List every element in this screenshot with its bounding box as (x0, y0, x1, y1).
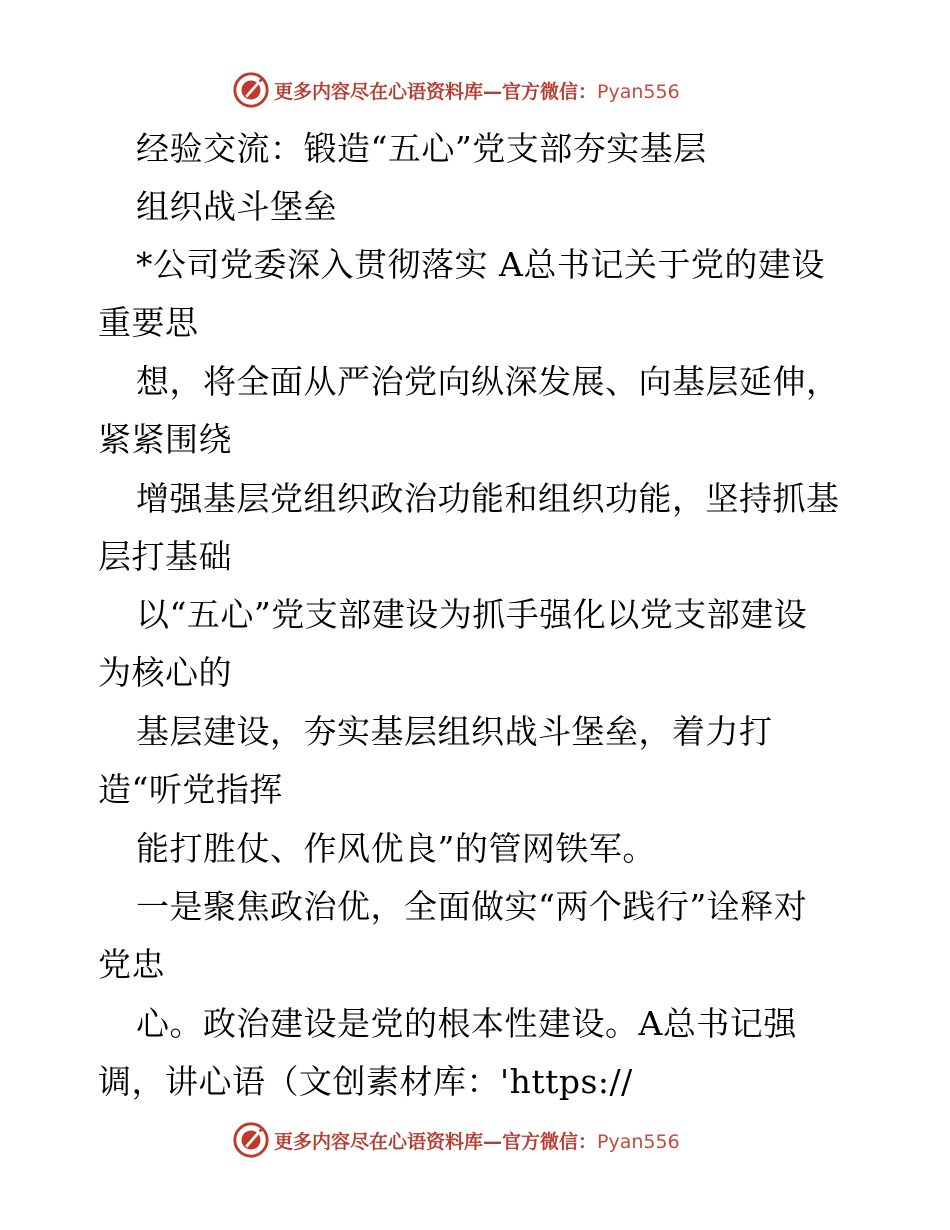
watermark-separator: — (483, 1130, 503, 1153)
paragraph-line: 想，将全面从严治党向纵深发展、向基层延伸， (136, 362, 840, 401)
paragraph-line: 重要思 (98, 303, 199, 342)
watermark-wechat-label: 官方微信： (502, 80, 598, 103)
paragraph-line: 党忠 (98, 945, 165, 984)
brand-logo-icon (232, 1121, 270, 1159)
title-line-1: 经验交流：锻造“五心”党支部夯实基层 (136, 129, 707, 168)
watermark-text: 更多内容尽在心语资料库 (274, 80, 484, 103)
paragraph-line: 调，讲心语（文创素材库：'https:// (98, 1062, 633, 1101)
paragraph-line: 基层建设，夯实基层组织战斗堡垒，着力打 (136, 712, 773, 751)
paragraph-line: 能打胜仗、作风优良”的管网铁军。 (136, 829, 656, 868)
paragraph-line: 紧紧围绕 (98, 420, 232, 459)
paragraph-line: 心。政治建设是党的根本性建设。A总书记强 (136, 1004, 797, 1043)
paragraph-line: 造“听党指挥 (98, 770, 283, 809)
paragraph-line: 以“五心”党支部建设为抓手强化以党支部建设 (136, 595, 808, 634)
paragraph-line: 一是聚焦政治优，全面做实“两个践行”诠释对 (136, 887, 808, 926)
paragraph-line: 层打基础 (98, 537, 232, 576)
watermark-text: 更多内容尽在心语资料库 (274, 1130, 484, 1153)
watermark-separator: — (483, 80, 503, 103)
title-line-2: 组织战斗堡垒 (136, 187, 337, 226)
paragraph-line: 增强基层党组织政治功能和组织功能，坚持抓基 (136, 479, 840, 518)
watermark-wechat-id: Pyan556 (597, 80, 680, 103)
footer-watermark (232, 1118, 712, 1162)
paragraph-line: 为核心的 (98, 653, 232, 692)
watermark-wechat-id: Pyan556 (597, 1130, 680, 1153)
watermark-wechat-label: 官方微信： (502, 1130, 598, 1153)
paragraph-line: *公司党委深入贯彻落实 A总书记关于党的建设 (136, 245, 825, 284)
